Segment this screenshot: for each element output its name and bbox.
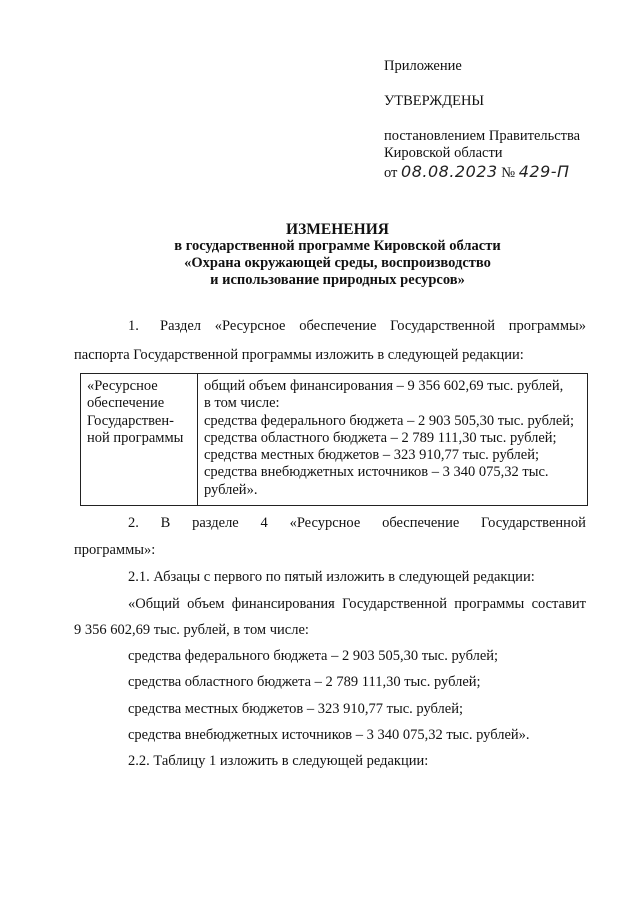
table-right-line: общий объем финансирования – 9 356 602,69 тыс. рублей, — [204, 378, 564, 394]
para1-number: 1. — [128, 318, 139, 334]
table-right-cell — [204, 378, 584, 499]
handwritten-date: 08.08.2023 — [401, 162, 498, 181]
para2-word: В — [160, 515, 171, 531]
resource-table — [80, 373, 588, 506]
para1-word: Раздел — [160, 318, 202, 334]
para2-1: 2.1. Абзацы с первого по пятый изложить в следующей редакции: — [128, 569, 535, 585]
table-word: тыс. — [522, 464, 549, 481]
para2-2: 2.2. Таблицу 1 изложить в следующей редакции: — [128, 753, 429, 769]
para2-line2: программы»: — [74, 542, 156, 558]
quote-word: финансирования — [231, 596, 335, 612]
title-main: ИЗМЕНЕНИЯ — [286, 221, 389, 238]
quote-line6: средства внебюджетных источников – 3 340 075,32 тыс. рублей». — [128, 727, 530, 743]
table-left-line: Государствен- — [87, 412, 174, 429]
para1-word: обеспечение — [299, 318, 377, 334]
quote-word: Государственной — [342, 596, 447, 612]
table-word: 3 340 075,32 — [442, 464, 519, 481]
quote-word: программы — [454, 596, 525, 612]
table-right-line: в том числе: — [204, 395, 280, 412]
table-left-line: обеспечение — [87, 395, 165, 412]
table-right-line: средства областного бюджета – 2 789 111,30 тыс. рублей; — [204, 429, 557, 446]
table-left-line: ной программы — [87, 429, 184, 446]
table-left-line: «Ресурсное — [87, 378, 158, 394]
table-word: средства — [204, 464, 258, 481]
decree-line-1: постановлением Правительства — [384, 128, 581, 144]
para2-word: 2. — [128, 515, 139, 531]
quote-line1 — [128, 596, 586, 613]
para2-word: обеспечение — [382, 515, 460, 531]
table-left-cell — [87, 378, 195, 447]
table-word: внебюджетных — [260, 464, 355, 481]
para1-line2: паспорта Государственной программы изложить в следующей редакции: — [74, 347, 524, 363]
para2-word: 4 — [260, 515, 268, 531]
table-right-line: средства федерального бюджета – 2 903 505,30 тыс. рублей; — [204, 412, 575, 429]
decree-date-number — [384, 163, 570, 182]
title-line-2: в государственной программе Кировской области — [174, 238, 501, 254]
appendix-label: Приложение — [384, 58, 462, 74]
para1-word: программы» — [508, 318, 586, 334]
quote-word: объем — [187, 596, 225, 612]
table-right-line: рублей». — [204, 481, 258, 498]
quote-word: «Общий — [128, 596, 180, 612]
table-right-line-justified — [204, 464, 584, 481]
para2-word: разделе — [192, 515, 239, 531]
approved-label: УТВЕРЖДЕНЫ — [384, 93, 485, 109]
title-line-4: и использование природных ресурсов» — [210, 272, 465, 288]
quote-line5: средства местных бюджетов – 323 910,77 тыс. рублей; — [128, 701, 464, 717]
quote-word: составит — [531, 596, 586, 612]
para2-word: Государственной — [481, 515, 586, 531]
title-line-3: «Охрана окружающей среды, воспроизводство — [184, 255, 491, 271]
quote-line3: средства федерального бюджета – 2 903 505,30 тыс. рублей; — [128, 648, 499, 664]
document-title — [110, 221, 565, 289]
table-right-line: средства местных бюджетов – 323 910,77 тыс. рублей; — [204, 447, 540, 464]
para1-word: «Ресурсное — [214, 318, 286, 334]
quote-line2: 9 356 602,69 тыс. рублей, в том числе: — [74, 622, 309, 638]
table-column-divider — [197, 374, 198, 505]
from-label: от — [384, 165, 398, 181]
quote-line4: средства областного бюджета – 2 789 111,30 тыс. рублей; — [128, 674, 481, 690]
decree-line-2: Кировской области — [384, 145, 503, 161]
table-word: источников — [357, 464, 429, 481]
table-word: – — [431, 464, 439, 481]
para1-word: Государственной — [390, 318, 496, 334]
number-label: № — [501, 165, 516, 181]
para1-line1 — [160, 318, 586, 335]
handwritten-number: 429-П — [518, 162, 570, 181]
para2-word: «Ресурсное — [289, 515, 361, 531]
para2-line1 — [128, 515, 586, 532]
